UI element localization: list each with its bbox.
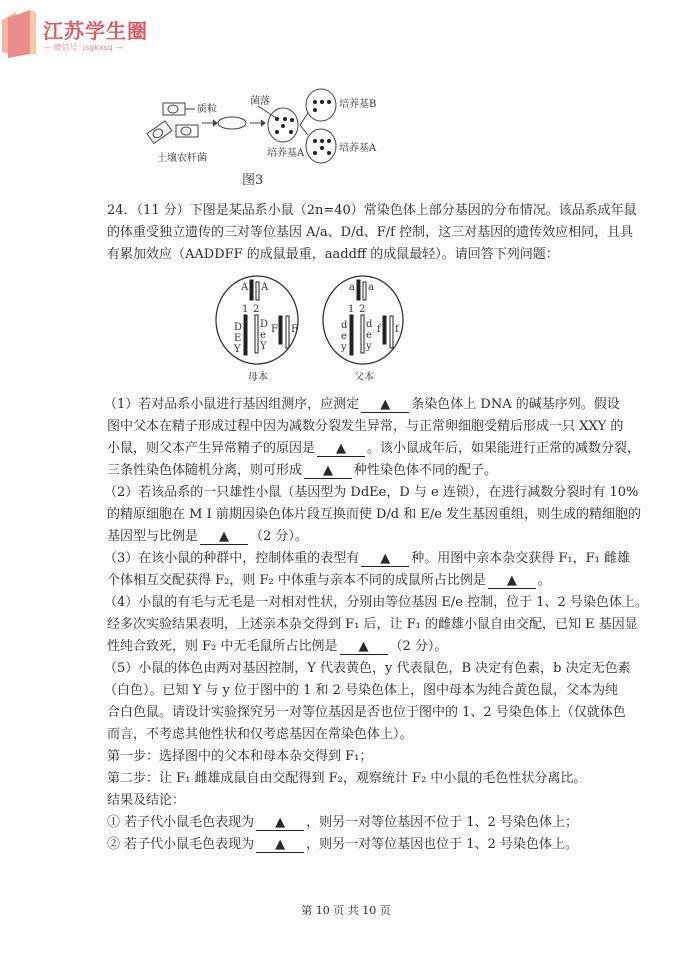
svg-text:Y: Y (234, 344, 241, 355)
label-bacteria: 土壤农杆菌 (157, 153, 207, 164)
p2-line-1: （2）若该品系的一只雄性小鼠（基因型为 DdEe，D 与 e 连锁），在进行减数分裂时有 10% (104, 485, 639, 500)
p4-line-3 (107, 636, 585, 658)
text: 种性染色体不同的配子。 (354, 463, 498, 478)
answer-blank[interactable]: ▲ (488, 573, 536, 589)
p1-line-3 (107, 438, 641, 460)
p5-result-heading: 结果及结论： (107, 793, 186, 808)
answer-blank[interactable]: ▲ (361, 551, 409, 567)
p4-line-1: （4）小鼠的有毛与无毛是一对相对性状，分别由等位基因 E/e 控制，位于 1、2 号染色体上。 (104, 595, 648, 610)
p1-line-2: 图中父本在精子形成过程中因为减数分裂发生异常，与正常卵细胞受精后形成一只 XXY 的 (107, 419, 624, 434)
p4-line-2: 经多次实验结果表明，上述亲本杂交得到 F₁ 后，让 F₁ 的雌雄小鼠自由交配，已知 E 基因显 (107, 617, 638, 632)
svg-text:y: y (366, 341, 372, 352)
p3-line-2 (107, 570, 585, 592)
label-father: 父本 (354, 372, 374, 383)
text: 个体相互交配获得 F₂，则 F₂ 中体重与亲本不同的成鼠所占比例是 (107, 573, 486, 588)
text: 条染色体上 DNA 的碱基序列。假设 (411, 397, 620, 412)
p1-line-1 (104, 394, 620, 416)
logo (0, 6, 180, 61)
answer-blank[interactable]: ▲ (256, 815, 304, 831)
text: 小鼠，则父本产生异常精子的原因是 (107, 441, 316, 456)
text: （2 分）。 (250, 529, 308, 544)
text: ② 若子代小鼠毛色表现为 (107, 837, 255, 852)
p2-line-2: 的精原细胞在 M I 前期因染色体片段互换而使 D/d 和 E/e 发生基因重组，则生成的精细胞的 (107, 507, 642, 522)
svg-text:1: 1 (242, 304, 249, 315)
answer-blank[interactable]: ▲ (361, 397, 409, 413)
p3-line-1 (104, 548, 631, 570)
q24-intro-1: 24．（11 分）下图是某品系小鼠（2n=40）常染色体上部分基因的分布情况。该品系成年鼠 (107, 203, 637, 218)
text: ① 若子代小鼠毛色表现为 (107, 815, 255, 830)
p5-step-2: 第二步：让 F₁ 雌雄成鼠自由交配得到 F₂，观察统计 F₂ 中小鼠的毛色性状分离比。 (107, 771, 587, 786)
text: （2 分）。 (389, 639, 448, 654)
svg-text:e: e (341, 331, 347, 342)
text: 。 (537, 573, 551, 588)
svg-text:F: F (271, 324, 278, 335)
text: 基因型与比例是 (107, 529, 199, 544)
label-plasmid: 质粒 (197, 104, 217, 115)
answer-blank[interactable]: ▲ (304, 463, 352, 479)
p5-line-2: （白色）。已知 Y 与 y 位于图中的 1 和 2 号染色体上，图中母本为纯合黄色鼠，父本为纯 (104, 683, 619, 698)
text: ，则另一对等位基因也位于 1、2 号染色体上。 (306, 837, 578, 852)
figure-caption: 图3 (242, 173, 264, 188)
page-footer: 第 10 页 共 10 页 (301, 904, 391, 917)
text: 三条性染色体随机分离，则可形成 (107, 463, 303, 478)
p2-line-3 (107, 526, 585, 548)
svg-text:Y: Y (260, 341, 267, 352)
svg-text:d: d (341, 320, 348, 331)
p5-line-1: （5）小鼠的体色由两对基因控制，Y 代表黄色，y 代表鼠色，B 决定有色素，b 决定无色素 (104, 661, 631, 676)
label-medium-b: 培养基B (339, 99, 377, 110)
label-medium-a: 培养基A (267, 148, 305, 159)
svg-text:y: y (341, 342, 347, 353)
svg-text:d: d (366, 319, 373, 330)
p5-result-2 (107, 834, 585, 856)
svg-text:2: 2 (253, 304, 260, 315)
svg-text:F: F (291, 324, 298, 335)
q24-intro-3: 有累加效应（AADDFF 的成鼠最重，aaddff 的成鼠最轻）。请回答下列问题： (107, 247, 559, 262)
svg-text:D: D (260, 319, 269, 330)
label-colony: 菌落 (250, 96, 270, 107)
svg-text:e: e (260, 330, 266, 341)
logo-title: 江苏学生圈 (43, 19, 148, 43)
chromosome-diagram (210, 272, 410, 384)
text: ，则另一对等位基因不位于 1、2 号染色体上； (306, 815, 578, 830)
svg-text:1: 1 (348, 304, 355, 315)
svg-text:f: f (377, 324, 381, 335)
svg-text:E: E (234, 333, 242, 344)
svg-text:a: a (349, 282, 355, 293)
svg-text:2: 2 (359, 304, 366, 315)
text: （3）在该小鼠的种群中，控制体重的表型有 (104, 551, 360, 566)
logo-subtitle: — 微信号: jsgkxsq — (43, 43, 124, 52)
svg-text:f: f (395, 324, 399, 335)
answer-blank[interactable]: ▲ (256, 837, 304, 853)
label-mother: 母本 (248, 372, 268, 383)
answer-blank[interactable]: ▲ (317, 441, 365, 457)
text: 性纯合致死，则 F₂ 中无毛鼠所占比例是 (107, 639, 338, 654)
svg-text:a: a (368, 282, 374, 293)
p1-line-4 (107, 460, 585, 482)
p5-step-1: 第一步：选择图中的父本和母本杂交得到 F₁； (107, 749, 373, 764)
p5-line-4: 而言，不考虑其他性状和仅考虑基因在常染色体上）。 (107, 727, 413, 742)
text: 。该小鼠成年后，如果能进行正常的减数分裂， (367, 441, 641, 456)
p5-result-1 (107, 812, 585, 834)
figure-3 (140, 88, 400, 188)
svg-text:A: A (261, 282, 269, 293)
svg-text:D: D (234, 322, 243, 333)
answer-blank[interactable]: ▲ (340, 639, 388, 655)
answer-blank[interactable]: ▲ (200, 529, 248, 545)
book-logo-icon (0, 6, 40, 61)
text: 种。用图中亲本杂交获得 F₁，F₁ 雌雄 (411, 551, 631, 566)
q24-intro-2: 的体重受独立遗传的三对等位基因 A/a、D/d、F/f 控制，这三对基因的遗传效应相同，且具 (107, 225, 634, 240)
label-medium-a2: 培养基A (339, 143, 377, 154)
p5-line-3: 合白色鼠。请设计实验探究另一对等位基因是否也位于图中的 1、2 号染色体上（仅就体色 (107, 705, 626, 720)
svg-text:A: A (241, 282, 249, 293)
svg-text:e: e (366, 330, 372, 341)
text: （1）若对品系小鼠进行基因组测序，应测定 (104, 397, 360, 412)
